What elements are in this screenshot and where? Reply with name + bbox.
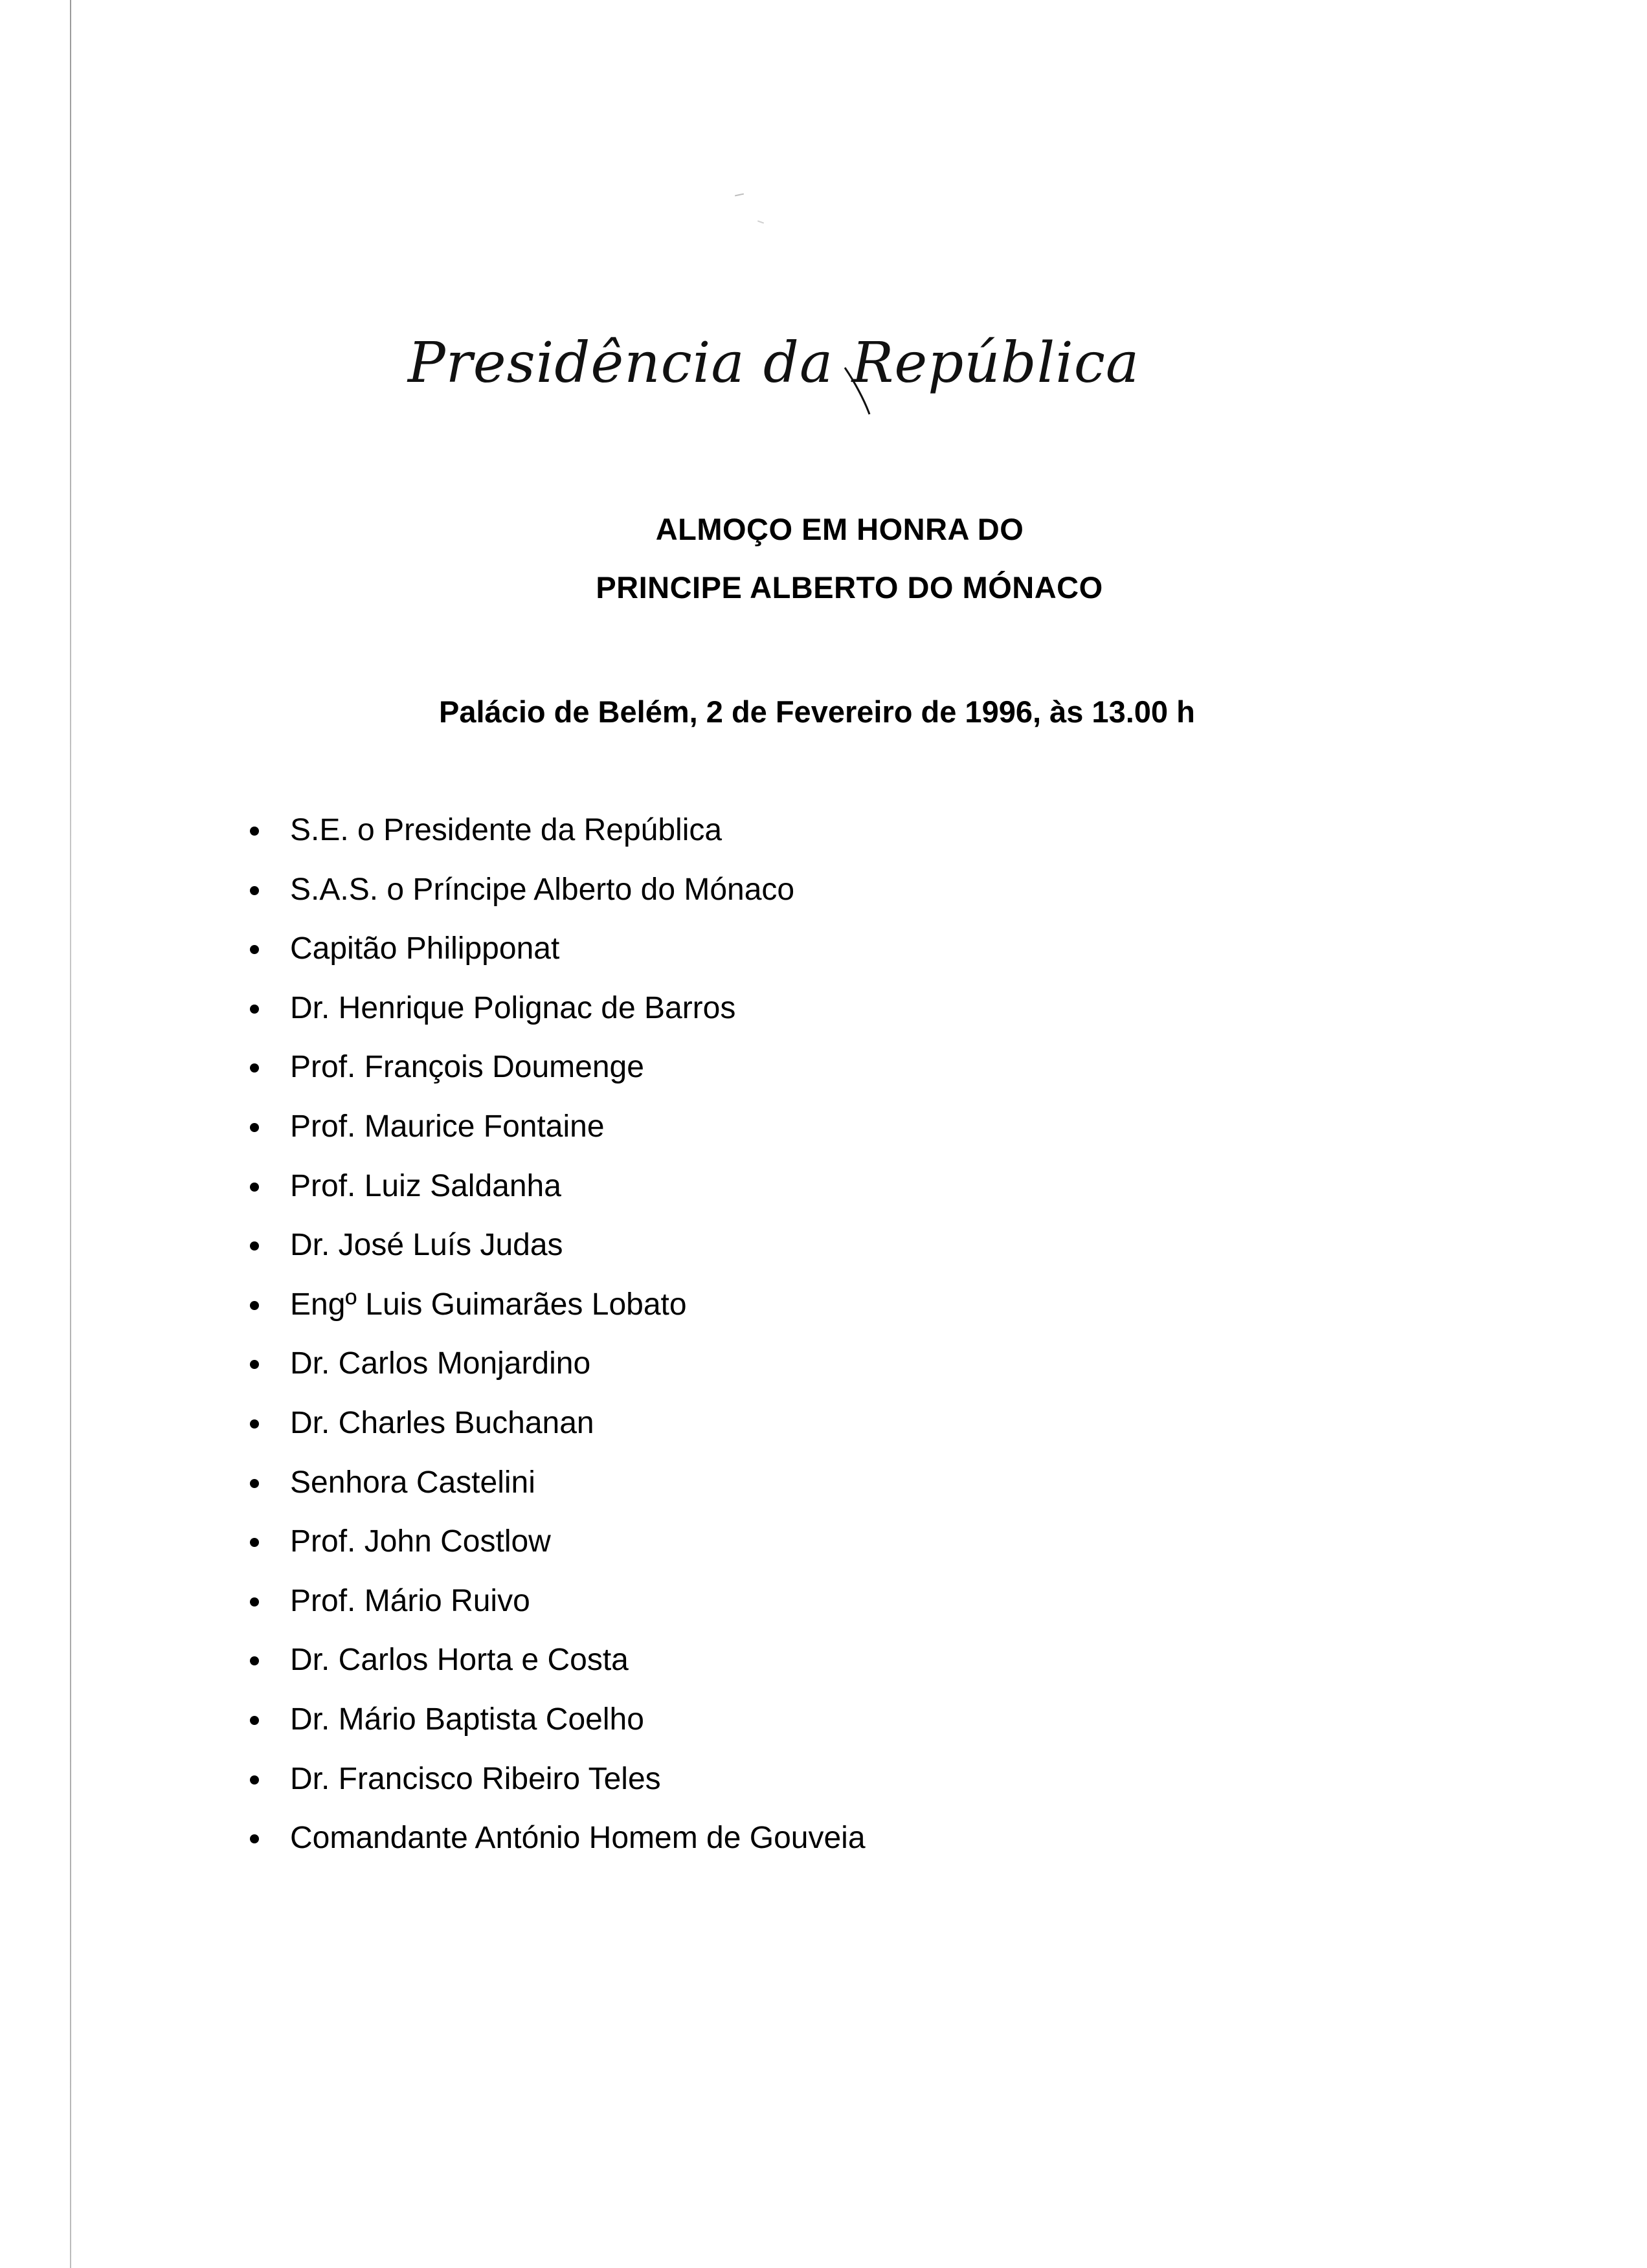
bullet-icon (250, 1005, 259, 1014)
guest-name: Capitão Philipponat (290, 931, 560, 966)
guest-name: Prof. Maurice Fontaine (290, 1109, 605, 1144)
bullet-icon (250, 1597, 259, 1606)
title-line-1: ALMOÇO EM HONRA DO (655, 512, 1024, 546)
bullet-icon (250, 1834, 259, 1843)
bullet-icon (250, 1716, 259, 1725)
guest-name: Engº Luis Guimarães Lobato (290, 1287, 687, 1322)
title-line-2: PRINCIPE ALBERTO DO MÓNACO (596, 570, 1103, 605)
bullet-icon (250, 1123, 259, 1132)
bullet-icon (250, 1360, 259, 1369)
bullet-icon (250, 945, 259, 954)
guest-name: Dr. Mário Baptista Coelho (290, 1702, 644, 1737)
guest-name: S.A.S. o Príncipe Alberto do Mónaco (290, 872, 795, 907)
bullet-icon (250, 1538, 259, 1547)
bullet-icon (250, 1656, 259, 1665)
guest-name: Dr. Carlos Horta e Costa (290, 1643, 629, 1678)
guest-name: S.E. o Presidente da República (290, 813, 723, 847)
guest-name: Senhora Castelini (290, 1465, 535, 1500)
bullet-icon (250, 827, 259, 836)
bullet-icon (250, 1479, 259, 1488)
guest-name: Dr. Francisco Ribeiro Teles (290, 1761, 661, 1796)
guest-name: Comandante António Homem de Gouveia (290, 1821, 866, 1856)
event-place-date-time: Palácio de Belém, 2 de Fevereiro de 1996, às 13.00 h (439, 695, 1195, 729)
guest-name: Dr. Charles Buchanan (290, 1405, 594, 1440)
scan-speck (735, 194, 744, 197)
guest-name: Dr. Carlos Monjardino (290, 1346, 591, 1381)
bullet-icon (250, 1063, 259, 1073)
page-scan-edge (70, 0, 71, 2268)
letterhead-script-logo (407, 317, 1140, 421)
guest-name: Prof. François Doumenge (290, 1050, 644, 1085)
bullet-icon (250, 1241, 259, 1251)
letterhead-text: Presidência da República (407, 331, 1140, 395)
bullet-icon (250, 886, 259, 895)
guest-name: Prof. Luiz Saldanha (290, 1168, 561, 1203)
bullet-icon (250, 1301, 259, 1310)
guest-name: Prof. John Costlow (290, 1524, 551, 1559)
bullet-icon (250, 1775, 259, 1784)
bullet-icon (250, 1183, 259, 1192)
guest-name: Dr. Henrique Polignac de Barros (290, 990, 736, 1025)
guest-name: Dr. José Luís Judas (290, 1228, 563, 1263)
guest-name: Prof. Mário Ruivo (290, 1583, 530, 1618)
bullet-icon (250, 1419, 259, 1429)
scan-speck (757, 220, 764, 223)
